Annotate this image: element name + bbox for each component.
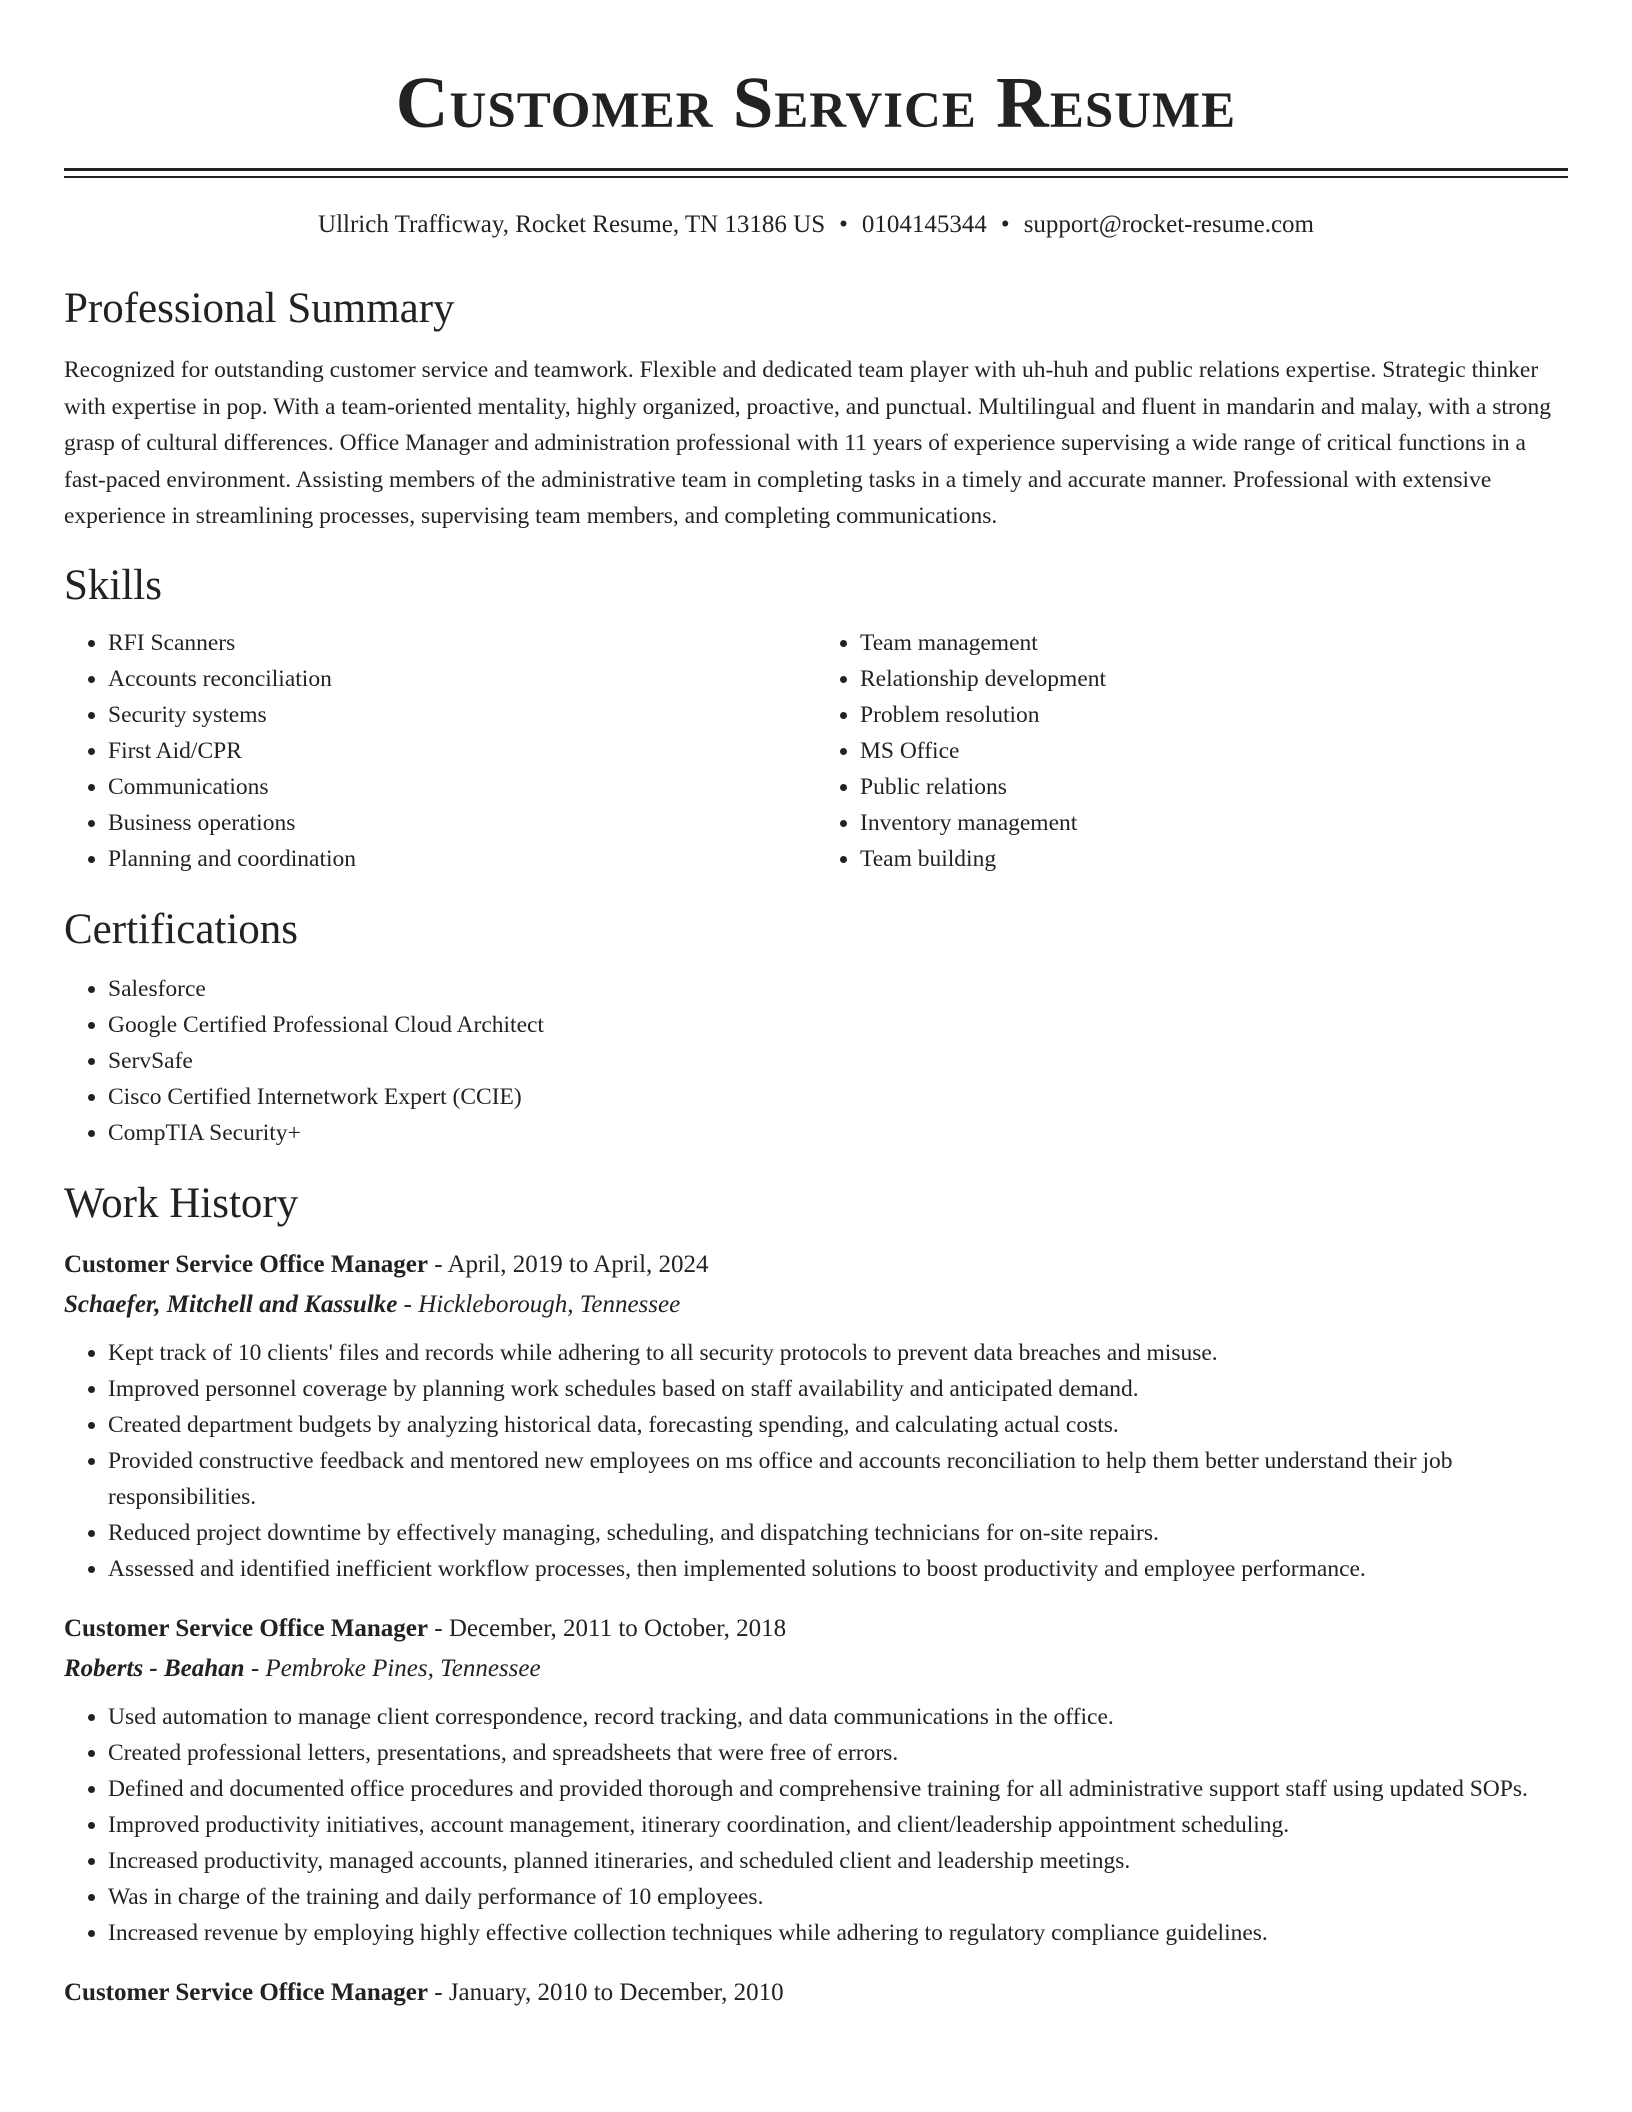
- skill-item: • Accounts reconciliation: [108, 661, 816, 697]
- skills-columns: [64, 625, 1568, 877]
- company-line: Roberts - Beahan - Pembroke Pines, Tennessee: [64, 1654, 541, 1682]
- job-duty-item: • Reduced project downtime by effectively managing, scheduling, and dispatching technicians for on-site repairs.: [108, 1515, 1568, 1551]
- job-duty-item: • Was in charge of the training and daily performance of 10 employees.: [108, 1879, 1568, 1915]
- company-line: Schaefer, Mitchell and Kassulke - Hickleborough, Tennessee: [64, 1290, 681, 1318]
- certification-item: • Cisco Certified Internetwork Expert (CCIE): [108, 1079, 1568, 1115]
- certifications-heading: Certifications: [64, 905, 299, 953]
- job-duty-item: • Increased revenue by employing highly effective collection techniques while adhering to regulatory compliance guidelines.: [108, 1915, 1568, 1951]
- company-location: Pembroke Pines, Tennessee: [265, 1654, 541, 1682]
- contact-line: [64, 208, 1568, 242]
- skill-item: • Business operations: [108, 805, 816, 841]
- skill-item: • RFI Scanners: [108, 625, 816, 661]
- company-name: Schaefer, Mitchell and Kassulke: [64, 1290, 398, 1318]
- job-title: Customer Service Office Manager: [64, 1978, 428, 2006]
- job-duty-item: • Improved productivity initiatives, account management, itinerary coordination, and client/leadership appointment scheduling.: [108, 1807, 1568, 1843]
- job-title-line: Customer Service Office Manager - April, 2019 to April, 2024: [64, 1250, 709, 1278]
- skill-item: • Public relations: [860, 769, 1568, 805]
- company-name: Roberts - Beahan: [64, 1654, 245, 1682]
- title-divider-thick: [64, 168, 1568, 171]
- company-location: Hickleborough, Tennessee: [418, 1290, 681, 1318]
- certifications-list: [64, 971, 1568, 1151]
- summary-heading: Professional Summary: [64, 285, 455, 332]
- contact-address: Ullrich Trafficway, Rocket Resume, TN 13186 US: [318, 211, 826, 238]
- job-duty-item: • Provided constructive feedback and mentored new employees on ms office and accounts reconciliation to help them better understand their job responsibilities.: [108, 1443, 1568, 1515]
- contact-phone: 0104145344: [861, 211, 987, 238]
- job-entry: [64, 1973, 1568, 2013]
- job-dates: April, 2019 to April, 2024: [447, 1250, 709, 1278]
- skill-item: • MS Office: [860, 733, 1568, 769]
- job-duty-item: • Increased productivity, managed accounts, planned itineraries, and scheduled client and leadership meetings.: [108, 1843, 1568, 1879]
- job-duties-list: [64, 1335, 1568, 1587]
- skills-list-right: [816, 625, 1568, 877]
- skill-item: • First Aid/CPR: [108, 733, 816, 769]
- contact-email: support@rocket-resume.com: [1023, 211, 1314, 238]
- skills-heading: Skills: [64, 561, 162, 609]
- job-entry: [64, 1245, 1568, 1587]
- skill-item: • Team management: [860, 625, 1568, 661]
- job-duties-list: [64, 1699, 1568, 1951]
- skill-item: • Communications: [108, 769, 816, 805]
- resume-title: Customer Service Resume: [395, 62, 1237, 143]
- contact-separator: •: [1000, 211, 1010, 238]
- title-divider-thin: [64, 176, 1568, 178]
- skill-item: • Problem resolution: [860, 697, 1568, 733]
- summary-text: Recognized for outstanding customer service and teamwork. Flexible and dedicated team player with uh-huh and public relations expertise. Strategic thinker with expertise in pop. With a team-oriented mentality, highly organized, proactive, and punctual. Multilingual and fluent in mandarin and malay, with a strong grasp of cultural differences. Office Manager and administration professional with 11 years of experience supervising a wide range of critical functions in a fast-paced environment. Assisting members of the administrative team in completing tasks in a timely and accurate manner. Professional with extensive experience in streamlining processes, supervising team members, and completing communications.: [64, 357, 1552, 529]
- skill-item: • Team building: [860, 841, 1568, 877]
- job-duty-item: • Used automation to manage client correspondence, record tracking, and data communications in the office.: [108, 1699, 1568, 1735]
- skill-item: • Inventory management: [860, 805, 1568, 841]
- work-history-heading: Work History: [64, 1179, 299, 1227]
- job-dates: January, 2010 to December, 2010: [448, 1978, 784, 2006]
- job-duty-item: • Kept track of 10 clients' files and records while adhering to all security protocols to prevent data breaches and misuse.: [108, 1335, 1568, 1371]
- job-entry: [64, 1609, 1568, 1951]
- certification-item: • CompTIA Security+: [108, 1115, 1568, 1151]
- skill-item: • Security systems: [108, 697, 816, 733]
- job-title-line: Customer Service Office Manager - January, 2010 to December, 2010: [64, 1978, 784, 2006]
- certification-item: • ServSafe: [108, 1043, 1568, 1079]
- resume-page: [64, 0, 1568, 2013]
- job-title: Customer Service Office Manager: [64, 1250, 428, 1278]
- job-title: Customer Service Office Manager: [64, 1614, 428, 1642]
- certification-item: • Salesforce: [108, 971, 1568, 1007]
- contact-separator: •: [839, 211, 848, 238]
- job-duty-item: • Assessed and identified inefficient workflow processes, then implemented solutions to boost productivity and employee performance.: [108, 1551, 1568, 1587]
- skill-item: • Relationship development: [860, 661, 1568, 697]
- certification-item: • Google Certified Professional Cloud Architect: [108, 1007, 1568, 1043]
- job-dates: December, 2011 to October, 2018: [448, 1614, 787, 1642]
- skill-item: • Planning and coordination: [108, 841, 816, 877]
- job-duty-item: • Created department budgets by analyzing historical data, forecasting spending, and calculating actual costs.: [108, 1407, 1568, 1443]
- skills-list-left: [64, 625, 816, 877]
- job-duty-item: • Defined and documented office procedures and provided thorough and comprehensive training for all administrative support staff using updated SOPs.: [108, 1771, 1568, 1807]
- job-duty-item: • Improved personnel coverage by planning work schedules based on staff availability and anticipated demand.: [108, 1371, 1568, 1407]
- job-duty-item: • Created professional letters, presentations, and spreadsheets that were free of errors.: [108, 1735, 1568, 1771]
- job-title-line: Customer Service Office Manager - December, 2011 to October, 2018: [64, 1614, 787, 1642]
